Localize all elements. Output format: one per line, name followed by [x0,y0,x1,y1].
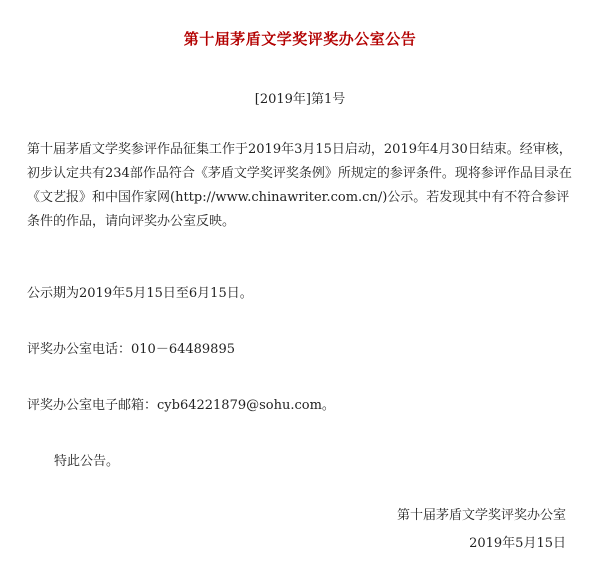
paragraph-contact-phone: 评奖办公室电话：010－64489895 [27,342,235,357]
paragraph-contact-email: 评奖办公室电子邮箱：cyb64221879@sohu.com。 [27,398,335,413]
paragraph-closing: 特此公告。 [54,454,120,469]
signature-organization: 第十届茅盾文学奖评奖办公室 [396,508,566,523]
document-number: [2019年]第1号 [254,92,346,107]
paragraph-publicity-period: 公示期为2019年5月15日至6月15日。 [27,286,253,301]
announcement-title: 第十届茅盾文学奖评奖办公室公告 [183,30,417,48]
paragraph-submission-results: 第十届茅盾文学奖参评作品征集工作于2019年3月15日启动，2019年4月30日结束。经审核，初步认定共有234部作品符合《茅盾文学奖评奖条例》所规定的参评条件。现将参评作品目录在《文艺报》和中国作家网(http://www.chinawriter.com.cn/)公示。若发现其中有不符合参评条件的作品，请向评奖办公室反映。 [27,142,572,229]
signature-date: 2019年5月15日 [469,536,566,551]
